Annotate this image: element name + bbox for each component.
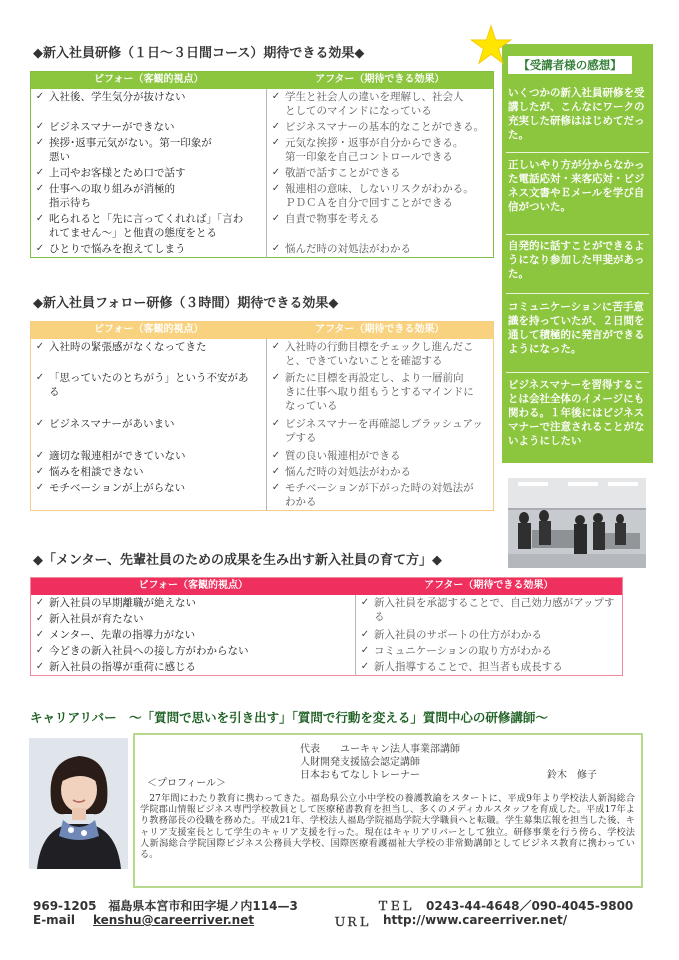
after-item: コミュニケーションの取り方がわかる <box>374 644 552 657</box>
check-icon: ✓ <box>271 465 281 477</box>
table-row <box>31 370 494 416</box>
divider <box>506 293 649 294</box>
testimonials-title: 【受講者様の感想】 <box>507 55 633 75</box>
after-item: 報連相の意味、しないリスクがわかる。 ＰＤＣＡを自分で回すことができる <box>285 182 474 209</box>
credential: 代表 ユーキャン法人事業部講師 <box>300 744 460 755</box>
before-item: メンター、先輩の指導力がない <box>49 628 196 641</box>
before-item: 入社後、学生気分が抜けない <box>49 90 186 103</box>
after-item: 新人指導することで、担当者も成長する <box>374 660 563 673</box>
testimonial-text: いくつかの新入社員研修を受講したが、こんなにワークの充実した研修ははじめてだった。 <box>508 87 645 141</box>
profile-label: ＜プロフィール＞ <box>147 778 226 789</box>
before-header: ビフォー（客観的視点） <box>31 578 356 595</box>
table-row <box>31 165 494 181</box>
url-link[interactable]: http://www.careerriver.net/ <box>383 913 568 927</box>
table-row <box>31 241 494 258</box>
after-item: ビジネスマナーの基本的なことができる。 <box>285 120 484 133</box>
table-row <box>31 89 494 119</box>
check-icon: ✓ <box>360 628 370 640</box>
divider <box>506 152 649 153</box>
after-item: 敬語で話すことができる <box>285 166 401 179</box>
before-item: ビジネスマナーがあいまい <box>49 417 175 430</box>
profile-text: 27年間にわたり教育に携わってきた。福島県公立小中学校の養護教諭をスタートに、平成9年より学校法人新潟総合学院郡山情報ビジネス専門学校教員として医療秘書教育を担当し、多くのメディカルスタッフを育成した。平成17年より教務部長の役職を務めた。平成21年、学校法人福島学院福島学院大学職員へと転職。学生募集広報を担当した後、キャリア支援室長として学生のキャリア支援を行った。現在はキャリアリバーとして独立。研修事業を行う傍ら、学校法人新潟総合学院国際ビジネス公務員大学校、国際医療看護福祉大学校の非常勤講師としてビジネス教育に携わっている。 <box>140 793 635 861</box>
table-row <box>31 211 494 241</box>
tel-label: ＴＥＬ <box>377 899 414 913</box>
testimonial-text: 正しいやり方が分からなかった電話応対・来客応対・ビジネス文書やＥメールを学び自信がついた。 <box>508 159 645 213</box>
check-icon: ✓ <box>35 481 45 493</box>
check-icon: ✓ <box>360 660 370 672</box>
credential: 人財開発支援協会認定講師 <box>300 757 420 768</box>
after-header: アフター（期待できる効果） <box>356 578 623 595</box>
after-item: 悩んだ時の対処法がわかる <box>285 465 411 478</box>
check-icon: ✓ <box>271 340 281 352</box>
before-item: ひとりで悩みを抱えてしまう <box>49 242 186 255</box>
email-address[interactable]: kenshu@careerriver.net <box>93 913 255 927</box>
instructor-photo <box>29 738 128 869</box>
email-label: E-mail <box>33 913 76 927</box>
before-item: 「思っていたのとちがう」という不安があ る <box>49 371 249 398</box>
table-row <box>31 448 494 464</box>
table-row <box>31 595 623 611</box>
before-header: ビフォー（客観的視点） <box>31 72 267 89</box>
check-icon: ✓ <box>271 212 281 224</box>
check-icon: ✓ <box>271 449 281 461</box>
table-row <box>31 135 494 165</box>
before-item: 仕事への取り組みが消極的 指示待ち <box>49 182 175 209</box>
check-icon: ✓ <box>35 212 45 224</box>
table-row <box>31 119 494 135</box>
table-row <box>31 659 623 676</box>
check-icon: ✓ <box>360 596 370 608</box>
after-item: 学生と社会人の違いを理解し、社会人 としてのマインドになっている <box>285 90 464 117</box>
after-item: 質の良い報連相ができる <box>285 449 401 462</box>
check-icon: ✓ <box>35 449 45 461</box>
check-icon: ✓ <box>35 242 45 254</box>
testimonial-text: ビジネスマナーを習得することは会社全体のイメージにも関わる。１年後にはビジネスマナーで注意されることがないようにしたい <box>508 379 645 447</box>
check-icon: ✓ <box>35 612 45 624</box>
check-icon: ✓ <box>360 644 370 656</box>
after-item: 元気な挨拶・返事が自分からできる。 第一印象を自己コントロールできる <box>285 136 464 163</box>
check-icon: ✓ <box>35 136 45 148</box>
check-icon: ✓ <box>35 660 45 672</box>
after-item: モチベーションが下がった時の対処法が わかる <box>285 481 474 508</box>
table-row <box>31 181 494 211</box>
seminar-photo <box>508 478 646 568</box>
url-label: ＵＲＬ <box>334 915 371 929</box>
testimonial-text: コミュニケーションに苦手意識を持っていたが、２日間を通して積極的に発言ができるようになった。 <box>508 301 645 355</box>
instructor-name: 鈴木 修子 <box>547 770 597 781</box>
section2-title: ◆新入社員フォロー研修（３時間）期待できる効果◆ <box>33 296 339 311</box>
table-row <box>31 339 494 370</box>
before-item: 上司やお客様とため口で話す <box>49 166 186 179</box>
after-item: ビジネスマナーを再確認しブラッシュアッ プする <box>285 417 483 444</box>
check-icon: ✓ <box>35 120 45 132</box>
table-row <box>31 643 623 659</box>
check-icon: ✓ <box>35 340 45 352</box>
check-icon: ✓ <box>271 242 281 254</box>
section3-table <box>30 577 623 676</box>
tagline: キャリアリバー ～「質問で思いを引き出す」「質問で行動を変える」質問中心の研修講師～ <box>30 710 548 725</box>
before-item: ビジネスマナーができない <box>49 120 175 133</box>
before-item: 新入社員の早期離職が絶えない <box>49 596 196 609</box>
check-icon: ✓ <box>35 644 45 656</box>
before-item: 適切な報連相ができていない <box>49 449 186 462</box>
check-icon: ✓ <box>35 371 45 383</box>
divider <box>506 234 649 235</box>
section3-title: ◆「メンター、先輩社員のための成果を生み出す新入社員の育て方」◆ <box>33 553 442 568</box>
email-link[interactable] <box>93 913 254 927</box>
section2-table <box>30 321 494 511</box>
check-icon: ✓ <box>271 166 281 178</box>
after-header: アフター（期待できる効果） <box>267 72 494 89</box>
before-item: 新入社員の指導が重荷に感じる <box>49 660 196 673</box>
before-item: モチベーションが上がらない <box>49 481 186 494</box>
check-icon: ✓ <box>35 596 45 608</box>
after-header: アフター（期待できる効果） <box>267 322 494 339</box>
before-item: 入社時の緊張感がなくなってきた <box>49 340 207 353</box>
table-row <box>31 464 494 480</box>
address: 969-1205 福島県本宮市和田字堤ノ内114—3 <box>33 899 298 913</box>
check-icon: ✓ <box>35 628 45 640</box>
check-icon: ✓ <box>271 481 281 493</box>
check-icon: ✓ <box>271 371 281 383</box>
before-item: 悩みを相談できない <box>49 465 144 478</box>
check-icon: ✓ <box>35 465 45 477</box>
after-item: 悩んだ時の対処法がわかる <box>285 242 411 255</box>
check-icon: ✓ <box>271 90 281 102</box>
section1-title: ◆新入社員研修（１日～３日間コース）期待できる効果◆ <box>33 46 365 61</box>
after-item: 新入社員を承認することで、自己効力感がアップす る <box>374 596 615 623</box>
before-header: ビフォー（客観的視点） <box>31 322 267 339</box>
before-item: 今どきの新入社員への接し方がわからない <box>49 644 249 657</box>
before-item: 挨拶･返事元気がない。第一印象が 悪い <box>49 136 212 163</box>
check-icon: ✓ <box>271 120 281 132</box>
before-item: 叱られると「先に言ってくれれば」「言わ れてません～」と他責の態度をとる <box>49 212 244 239</box>
section1-table <box>30 71 494 258</box>
before-item: 新入社員が育たない <box>49 612 144 625</box>
divider <box>506 372 649 373</box>
testimonial-text: 自発的に話すことができるようになり参加した甲斐があった。 <box>508 240 645 280</box>
table-row <box>31 416 494 448</box>
check-icon: ✓ <box>271 417 281 429</box>
after-item: 新入社員のサポートの仕方がわかる <box>374 628 542 641</box>
table-row <box>31 480 494 511</box>
after-item: 新たに目標を再設定し、より一層前向 きに仕事へ取り組もうとするマインドに なっている <box>285 371 474 412</box>
check-icon: ✓ <box>35 90 45 102</box>
check-icon: ✓ <box>35 166 45 178</box>
after-item: 入社時の行動目標をチェックし進んだこ と、できていないことを確認する <box>285 340 474 367</box>
table-row <box>31 627 623 643</box>
star-icon <box>470 24 512 66</box>
check-icon: ✓ <box>35 417 45 429</box>
tel-number: 0243-44-4648／090-4045-9800 <box>426 899 634 913</box>
check-icon: ✓ <box>271 136 281 148</box>
credential: 日本おもてなしトレーナー <box>300 770 420 781</box>
check-icon: ✓ <box>271 182 281 194</box>
check-icon: ✓ <box>35 182 45 194</box>
after-item: 自責で物事を考える <box>285 212 380 225</box>
